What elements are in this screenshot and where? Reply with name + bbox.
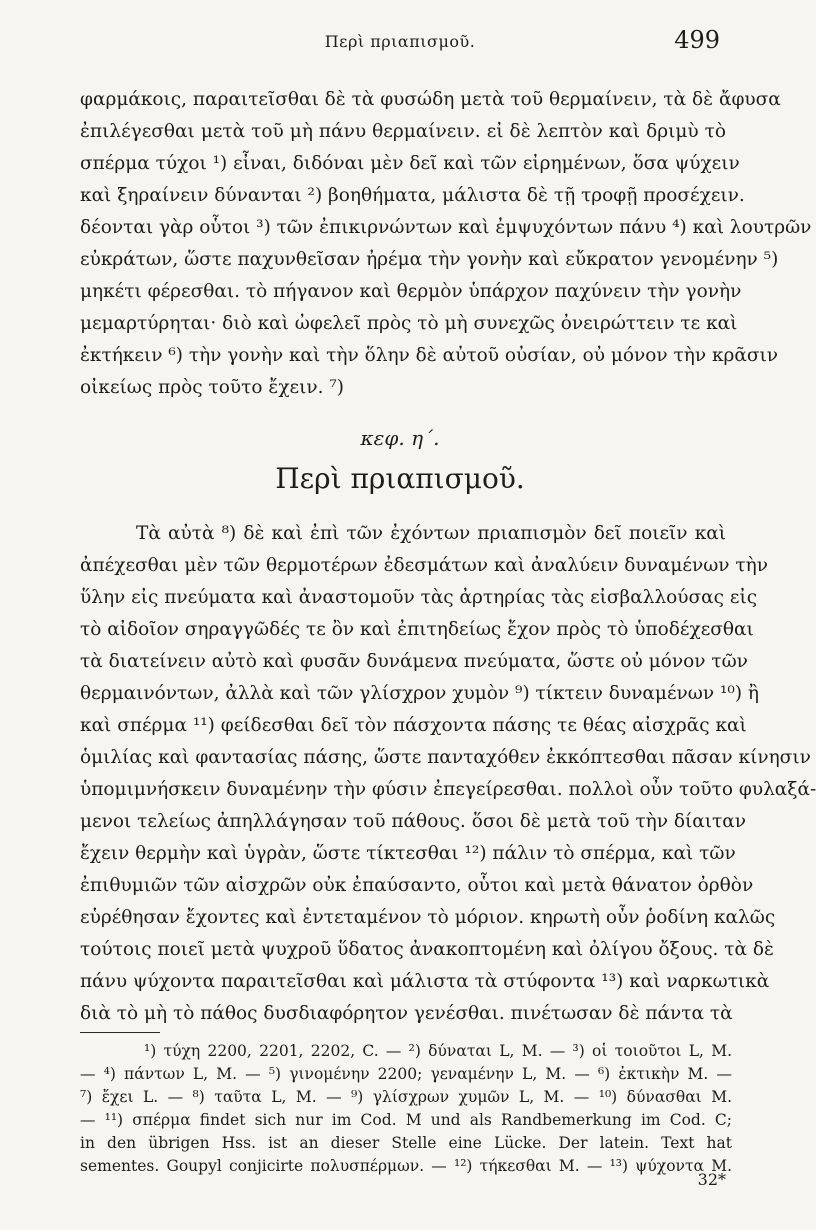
text-line: μεμαρτύρηται· διὸ καὶ ὠφελεῖ πρὸς τὸ μὴ συνεχῶς ὀνειρώττειν τε καὶ — [80, 313, 738, 334]
footnote-line: sementes. Goupyl conjicirte πολυσπέρμων. — ¹²) τήκεσθαι M. — ¹³) ψύχοντα M. — [80, 1157, 732, 1175]
text-line: φαρμάκοις, παραιτεῖσθαι δὲ τὰ φυσώδη μετὰ τοῦ θερμαίνειν, τὰ δὲ ἄφυσα — [80, 89, 781, 110]
text-line: ἐπιλέγεσθαι μετὰ τοῦ μὴ πάνυ θερμαίνειν. εἰ δὲ λεπτὸν καὶ δριμὺ τὸ — [80, 121, 726, 142]
footnote-rule — [80, 1032, 160, 1033]
text-line: θερμαινόντων, ἀλλὰ καὶ τῶν γλίσχρον χυμὸν ⁹) τίκτειν δυναμένων ¹⁰) ἢ — [80, 683, 760, 704]
text-line: ἐπιθυμιῶν τῶν αἰσχρῶν οὐκ ἐπαύσαντο, οὗτοι καὶ μετὰ θάνατον ὀρθὸν — [80, 875, 754, 896]
text-line: εὐκράτων, ὥστε παχυνθεῖσαν ἠρέμα τὴν γονὴν καὶ εὔκρατον γενομένην ⁵) — [80, 249, 779, 270]
text-line: μηκέτι φέρεσθαι. τὸ πήγανον καὶ θερμὸν ὑπάρχον παχύνειν τὴν γονὴν — [80, 281, 742, 302]
chapter-label: κεφ. η΄. — [360, 426, 440, 450]
text-line: καὶ σπέρμα ¹¹) φείδεσθαι δεῖ τὸν πάσχοντα πάσης τε θέας αἰσχρᾶς καὶ — [80, 715, 747, 736]
text-line: σπέρμα τύχοι ¹) εἶναι, διδόναι μὲν δεῖ καὶ τῶν εἰρημένων, ὅσα ψύχειν — [80, 153, 740, 174]
text-line: τούτοις ποιεῖ μετὰ ψυχροῦ ὕδατος ἀνακοπτομένη καὶ ὀλίγου ὄξους. τὰ δὲ — [80, 939, 774, 960]
footnote-line: — ¹¹) σπέρμα findet sich nur im Cod. M und als Randbemerkung im Cod. C; — [80, 1111, 732, 1129]
body-text-bottom — [80, 518, 816, 1030]
text-line: δέονται γὰρ οὗτοι ³) τῶν ἐπικιρνώντων καὶ ἐμψυχόντων πάνυ ⁴) καὶ λουτρῶν — [80, 217, 812, 238]
text-line: διὰ τὸ μὴ τὸ πάθος δυσδιαφόρητον γενέσθαι. πινέτωσαν δὲ πάντα τὰ — [80, 1003, 733, 1024]
text-line: εὑρέθησαν ἔχοντες καὶ ἐντεταμένον τὸ μόριον. κηρωτὴ οὖν ῥοδίνη καλῶς — [80, 907, 776, 928]
running-title: Περὶ πριαπισμοῦ. — [324, 32, 476, 51]
chapter-title: Περὶ πριαπισμοῦ. — [275, 462, 525, 495]
footnote-line: ⁷) ἔχει L. — ⁸) ταῦτα L, M. — ⁹) γλίσχρων χυμῶν L, M. — ¹⁰) δύνασθαι M. — [80, 1088, 732, 1106]
text-line: τὸ αἰδοῖον σηραγγῶδές τε ὂν καὶ ἐπιτηδείως ἔχον πρὸς τὸ ὑποδέχεσθαι — [80, 619, 754, 640]
text-line: ὑπομιμνήσκειν δυναμένην τὴν φύσιν ἐπεγείρεσθαι. πολλοὶ οὖν τοῦτο φυλαξά- — [80, 779, 816, 800]
text-line: ὁμιλίας καὶ φαντασίας πάσης, ὥστε πανταχόθεν ἐκκόπτεσθαι πᾶσαν κίνησιν — [80, 747, 811, 768]
running-head — [80, 26, 720, 56]
text-line: μενοι τελείως ἀπηλλάγησαν τοῦ πάθους. ὅσοι δὲ μετὰ τοῦ τὴν δίαιταν — [80, 811, 746, 832]
footnotes — [80, 1040, 732, 1178]
text-line: ἐκτήκειν ⁶) τὴν γονὴν καὶ τὴν ὅλην δὲ αὐτοῦ οὐσίαν, οὐ μόνον τὴν κρᾶσιν — [80, 345, 779, 366]
footnote-line: ¹) τύχη 2200, 2201, 2202, C. — ²) δύναται L, M. — ³) οἱ τοιοῦτοι L, M. — [144, 1042, 732, 1060]
text-line-indented: Τὰ αὐτὰ ⁸) δὲ καὶ ἐπὶ τῶν ἐχόντων πριαπισμὸν δεῖ ποιεῖν καὶ — [136, 523, 726, 544]
body-text-top — [80, 84, 812, 404]
signature-mark: 32* — [697, 1170, 726, 1189]
text-line: ὕλην εἰς πνεύματα καὶ ἀναστομοῦν τὰς ἀρτηρίας τὰς εἰσβαλλούσας εἰς — [80, 587, 758, 608]
text-line: τὰ διατείνειν αὐτὸ καὶ φυσᾶν δυνάμενα πνεύματα, ὥστε οὐ μόνον τῶν — [80, 651, 748, 672]
footnote-line: in den übrigen Hss. ist an dieser Stelle eine Lücke. Der latein. Text hat — [80, 1134, 732, 1152]
text-line: πάνυ ψύχοντα παραιτεῖσθαι καὶ μάλιστα τὰ στύφοντα ¹³) καὶ ναρκωτικὰ — [80, 971, 770, 992]
text-line: καὶ ξηραίνειν δύνανται ²) βοηθήματα, μάλιστα δὲ τῇ τροφῇ προσέχειν. — [80, 185, 745, 206]
text-line-last: οἰκείως πρὸς τοῦτο ἔχειν. ⁷) — [80, 377, 345, 398]
footnote-line: — ⁴) πάντων L, M. — ⁵) γινομένην 2200; γεναμένην L, M. — ⁶) ἐκτικὴν M. — — [80, 1065, 732, 1083]
text-line: ἀπέχεσθαι μὲν τῶν θερμοτέρων ἐδεσμάτων καὶ ἀναλύειν δυναμένων τὴν — [80, 555, 768, 576]
text-line: ἔχειν θερμὴν καὶ ὑγρὰν, ὥστε τίκτεσθαι ¹²) πάλιν τὸ σπέρμα, καὶ τῶν — [80, 843, 736, 864]
page-number: 499 — [674, 26, 720, 54]
